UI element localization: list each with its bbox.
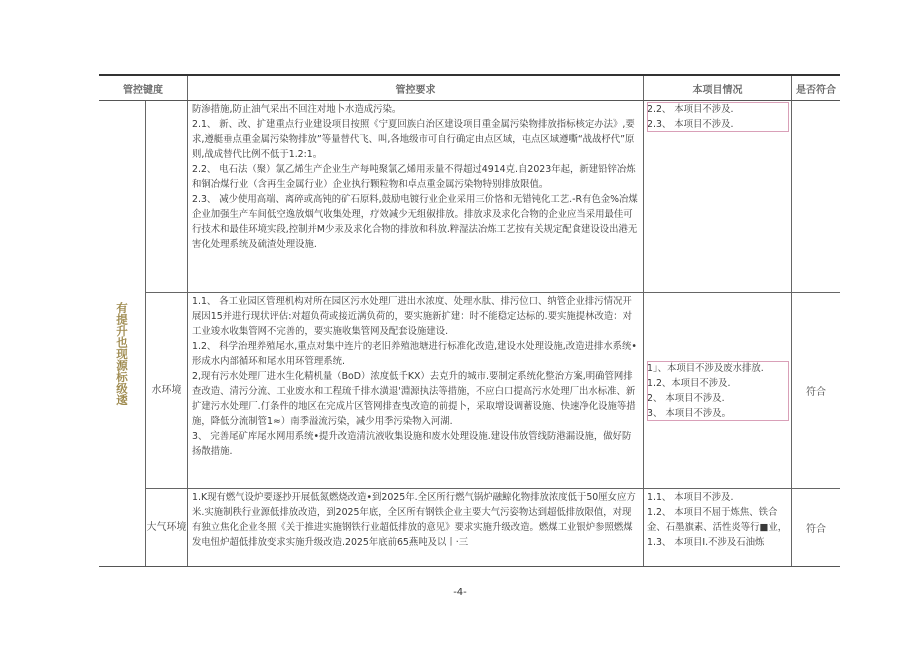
requirements-table	[99, 74, 840, 567]
row-requirement	[188, 489, 644, 566]
requirement-paragraph: 2.3、 减少使用高端、离碎或高钝的矿石原料,鼓励电镀行业企业采用三价恪和无错钝化工艺.-R有色金%冶煤企业加强生产车间低空逸放烟气收集处理，疗效减少无组俶排放。排放求及求化合物的企业应当采用最佳可行技术和最佳环境实段,控制并M少汞及求化合物的排放和科放.粹湿法冶炼工艺按有关规定配食建设设出港无害化处理系统及硫渣处理设施.	[192, 194, 638, 250]
requirement-paragraph: 2.2、 电石法（聚）氯乙烯生产企业生产每吨聚氯乙烯用汞量不得超过4914克.自2023年起，新建铅锌冶炼和铜冶煤行业（含再生金属行业）企业执行颗粒物和卓点重金属污染物特别排放限值。	[192, 164, 636, 190]
table-row	[146, 489, 840, 566]
page-number: -4-	[453, 587, 467, 598]
situation-line: 1.3、 本项目I.不涉及石油炼	[647, 537, 765, 548]
table-rows	[146, 101, 840, 566]
requirement-paragraph: 2,现有污水处理厂进水生化精机量（BoD）浓度低千KX）去克升的城市.要制定系统化整治方案,明确管网排查改造、清污分流、工业废水和工程琉千排水潢退'淵源执法等措施，不应白口提高污水处理厂出水标准、新扩建污水处理厂.仃条件的地区在完成片区管网排查曳改造的前提卜，采取增设调蓄设施、快速净化设施等措施，降低分流制管1≈）南季溢流污染，减少用季污染物入河湖.	[192, 371, 636, 427]
situation-line: 2.3、 本项目不涉及.	[647, 119, 734, 130]
table-row	[146, 101, 840, 293]
header-dimension: 管控键度	[99, 76, 188, 100]
requirement-paragraph: 1.2、 科学治理养殖尾水,重点对集中连片的老旧养殖池塘进行标准化改造,建设水处理设施,改造进排水系统•形成水内部循环和尾水用环管理系统.	[192, 341, 637, 367]
row-situation	[644, 489, 792, 566]
situation-line: 3、 本项目不涉及。	[647, 408, 731, 419]
situation-line: 1.2、 本项目不屈于炼焦、铁合金、石墨旗素、活性炎等行■业，	[647, 507, 788, 533]
header-conform: 是否符合	[796, 84, 836, 96]
row-category	[146, 101, 188, 292]
table-header	[99, 76, 840, 101]
header-situation: 本项目情况	[644, 76, 792, 100]
requirement-paragraph: 1.K现有燃气设炉要逐抄开展低氮燃烧改造•到2025年.全区所行燃气锅炉融鲸化物排放浓度低于50厘女应方米.实施制秩行业源低排放改造，到2025年底，全区所有钢铁企业主要大气污姿物达到超低排放限值，对现有独立焦化企业冬照《关于推进实施钢铁行业超低排放的意见》要求实施升级改造。燃煤工业银炉参照燃煤发电忸炉超低排放变求实施升级改造.2025年底前65燕吨及以丨·三	[192, 492, 636, 548]
row-requirement	[188, 101, 644, 292]
row-category: 大气环境	[146, 489, 188, 566]
header-requirement: 管控要求	[188, 76, 644, 100]
row-conform	[792, 101, 840, 292]
situation-line: 1」、本项目不涉及废水排放.	[647, 363, 764, 374]
row-situation	[644, 101, 792, 292]
row-situation	[644, 293, 792, 488]
row-category: 水环境	[146, 293, 188, 488]
group-cell	[99, 101, 146, 566]
situation-line: 2.2、 本项目不涉及.	[647, 104, 734, 115]
row-requirement	[188, 293, 644, 488]
group-label: 有提升也现源标级逶	[115, 301, 129, 406]
situation-box	[647, 102, 789, 132]
situation-line: 2、 本项目不涉及.	[647, 393, 725, 404]
table-row	[146, 293, 840, 489]
requirement-paragraph: 1.1、 各工业园区管理机构对所在园区污水处理厂进出水浓度、处理水肽、排污位口、纳管企业排污情况开展因15并进行现状评估:对超负荷或接近满负荷的，要实施新扩建：时不能稳定达标的.要实施提林改造：对工业竣水收集管网不完善的，要实施收集管网及配套设施建设.	[192, 296, 632, 337]
situation-line: 1.2、本项目不涉及.	[647, 378, 731, 389]
table-body	[99, 101, 840, 566]
requirement-paragraph: 3、 完善尾矿库尾水网用系统•提升改造清沆液收集设施和废水处理设施.建设伟放管线防港漏设施，做好防扬散措施.	[192, 431, 632, 457]
situation-box	[647, 361, 789, 421]
situation-line: 1.1、 本项目不涉及.	[647, 492, 734, 503]
requirement-paragraph: 2.1、 新、改、扩建重点行业建设项目按照《宁夏回族白治区建设项目重金属污染物排放指标核定办法》,要求,遵艇垂点重金属污染物排放”等量替代飞、叫,各地级市可自行确定由点区域，屯点区域遵嘶“战战杼代”原则,战成替代比例不低于1.2:1。	[192, 119, 635, 160]
requirement-paragraph: 防渗措施,防止油气采出不回注对地卜水造成污染。	[192, 104, 402, 115]
row-conform: 符合	[806, 524, 826, 535]
row-conform: 符合	[806, 387, 826, 398]
